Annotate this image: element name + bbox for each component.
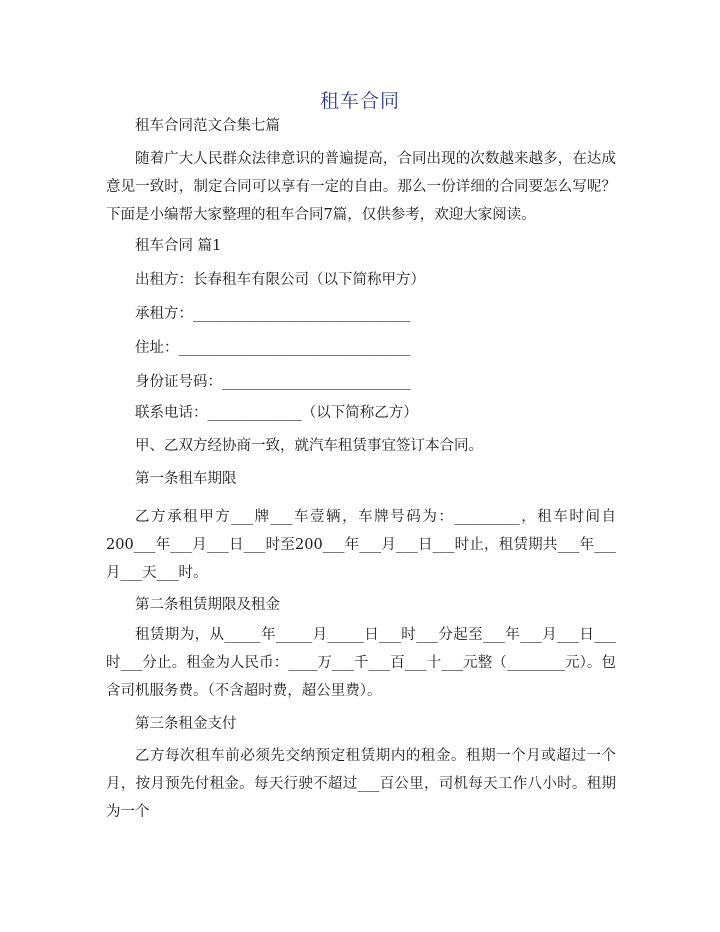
agreement-line: 甲、乙双方经协商一致，就汽车租赁事宜签订本合同。 <box>135 438 483 454</box>
phone-line: 联系电话：_____________（以下简称乙方） <box>135 405 418 421</box>
article3-body: 乙方每次租车前必须先交纳预定租赁期内的租金。租期一个月或超过一个月，按月预先付租金。每天行驶不超过___百公里，司机每天工作八小时。租期为一个 <box>106 748 616 820</box>
document-subtitle: 租车合同范文合集七篇 <box>135 118 280 134</box>
lessor-line: 出租方：长春租车有限公司（以下简称甲方） <box>135 272 425 288</box>
lessee-line: 承租方：______________________________ <box>135 306 411 322</box>
section-heading: 租车合同 篇1 <box>135 238 222 254</box>
intro-paragraph: 随着广大人民群众法律意识的普遍提高，合同出现的次数越来越多，在达成意见一致时，制定合同可以享有一定的自由。那么一份详细的合同要怎么写呢？下面是小编帮大家整理的租车合同7篇，仅供参考，欢迎大家阅读。 <box>106 151 616 223</box>
article3-heading: 第三条租金支付 <box>135 716 237 732</box>
id-number-line: 身份证号码：__________________________ <box>135 374 411 390</box>
document-title: 租车合同 <box>319 90 400 112</box>
article1-body: 乙方承租甲方___牌___车壹辆，车牌号码为：_________，租车时间自200___年___月___日___时至200___年___月___日___时止，租赁期共___年___月___天___时。 <box>106 509 616 581</box>
address-line: 住址：________________________________ <box>135 340 411 356</box>
article1-heading: 第一条租车期限 <box>135 471 237 487</box>
article2-heading: 第二条租赁期限及租金 <box>135 597 280 613</box>
article2-body: 租赁期为，从_____年_____月_____日___时___分起至___年___月___日___时___分止。租金为人民币：____万___千___百___十___元整（________元）。包含司机服务费。（不含超时费，超公里费）。 <box>106 627 616 699</box>
